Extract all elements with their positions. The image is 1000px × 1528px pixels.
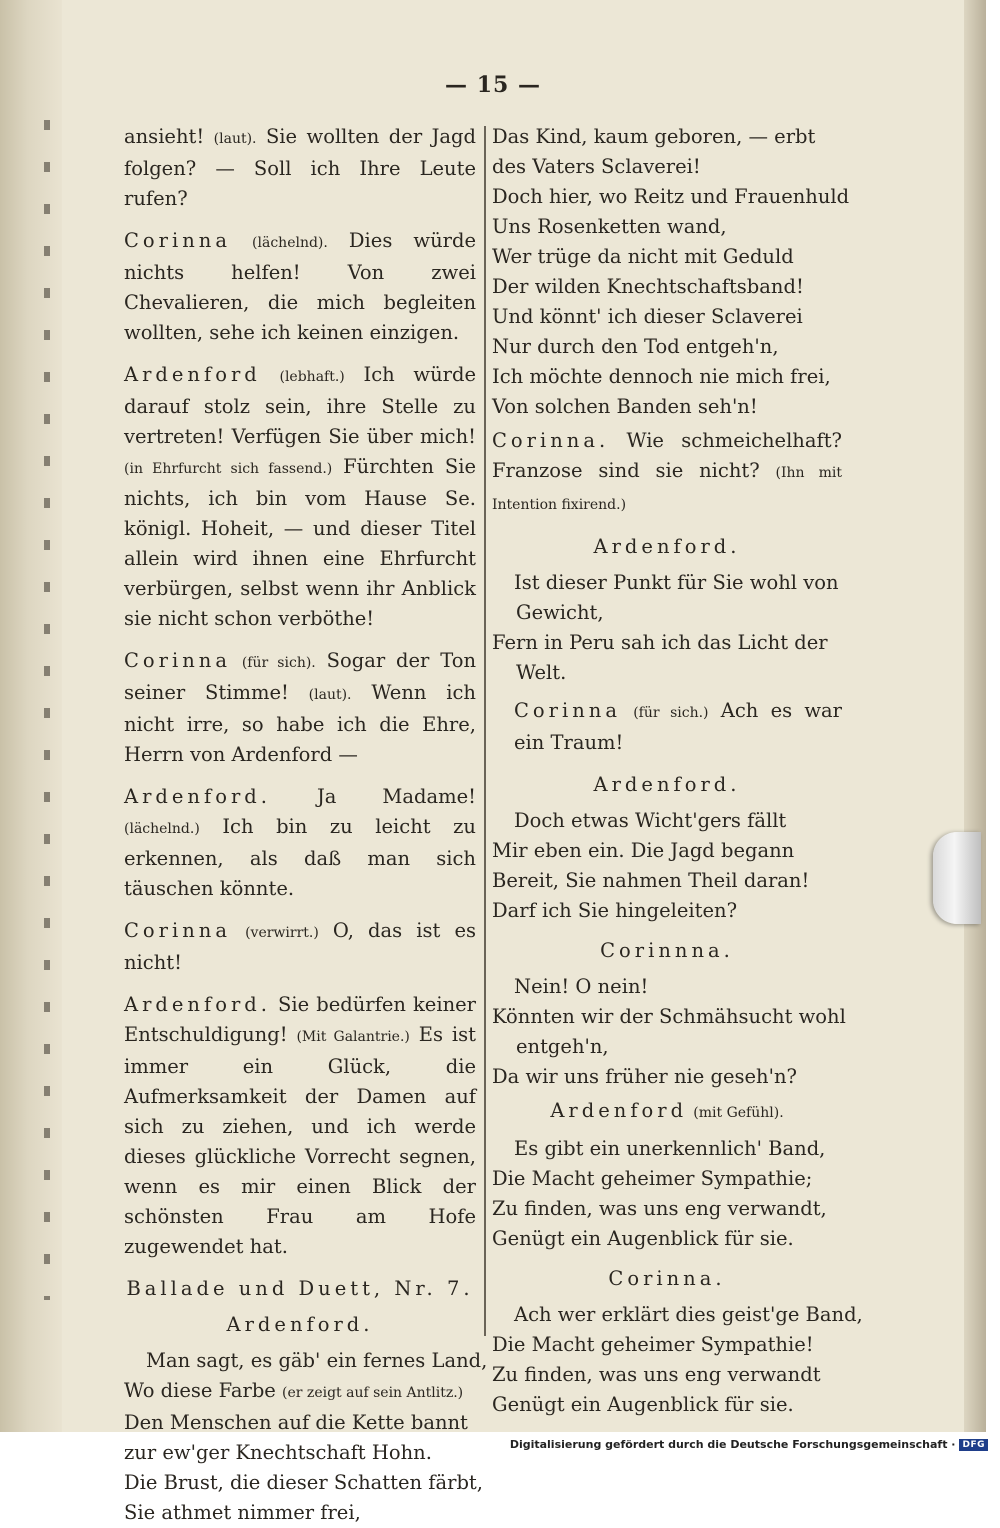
- dialogue-text: Von solchen Banden seh'n!: [492, 395, 758, 418]
- dialogue-text: Ach es war ein Traum!: [514, 699, 843, 754]
- dialogue-paragraph: [124, 916, 476, 978]
- dialogue-text: Welt.: [516, 661, 567, 684]
- dialogue-paragraph: [124, 226, 476, 348]
- dialogue-text: Nur durch den Tod entgeh'n,: [492, 335, 779, 358]
- verse-line: [492, 392, 842, 422]
- dialogue-text: ansieht!: [124, 125, 214, 148]
- dialogue-text: O, das ist es nicht!: [124, 919, 476, 974]
- dialogue-text: Die Macht geheimer Sympathie!: [492, 1333, 814, 1356]
- verse-line: [492, 1224, 842, 1254]
- dialogue-text: Da wir uns früher nie geseh'n?: [492, 1065, 797, 1088]
- dialogue-text: [231, 229, 252, 252]
- speaker-heading: Corinna.: [608, 1267, 726, 1290]
- verse-line: [124, 1408, 476, 1438]
- verse-line: [492, 182, 850, 212]
- dialogue-text: Die Brust, die dieser Schatten färbt,: [124, 1471, 483, 1494]
- dialogue-text: Der wilden Knechtschaftsband!: [492, 275, 804, 298]
- verse-line: [124, 1376, 476, 1408]
- dialogue-text: Zu finden, was uns eng verwandt: [492, 1363, 821, 1386]
- dialogue-text: [261, 363, 280, 386]
- verse-line: [492, 272, 842, 302]
- dialogue-text: Doch hier, wo Reitz und Frauenhuld: [492, 185, 850, 208]
- dialogue-text: Sie athmet nimmer frei,: [124, 1501, 361, 1524]
- dialogue-text: Wer trüge da nicht mit Geduld: [492, 245, 794, 268]
- dialogue-text: [231, 919, 245, 942]
- speaker-heading: Ardenford.: [593, 535, 741, 558]
- dialogue-text: Ich würde darauf stolz sein, ihre Stelle zu vertreten! Verfügen Sie über mich!: [124, 363, 476, 448]
- verse-line: [492, 598, 842, 628]
- dialogue-text: [621, 699, 633, 722]
- left-column: [124, 122, 488, 1528]
- speaker-name: Ardenford: [124, 363, 261, 386]
- verse-line: [492, 806, 842, 836]
- dialogue-text: Gewicht,: [516, 601, 604, 624]
- speaker-heading: Ardenford.: [226, 1313, 374, 1336]
- column-divider: [484, 126, 486, 1336]
- speaker-name: Ardenford.: [124, 785, 271, 808]
- stage-direction: (lächelnd).: [252, 235, 328, 251]
- page-number: — 15 —: [445, 72, 541, 98]
- verse-line: [492, 658, 842, 688]
- verse-line: [492, 1164, 842, 1194]
- verse-line: [492, 302, 842, 332]
- speech-block: [492, 568, 842, 688]
- section-heading: Ballade und Duett, Nr. 7.: [126, 1277, 474, 1300]
- dialogue-text: Fern in Peru sah ich das Licht der: [492, 631, 828, 654]
- dialogue-text: Zu finden, was uns eng verwandt,: [492, 1197, 827, 1220]
- dialogue-text: Sogar der Ton seiner Stimme!: [124, 649, 477, 704]
- verse-line: [492, 332, 842, 362]
- dialogue-text: Genügt ein Augenblick für sie.: [492, 1393, 794, 1416]
- dialogue-text: des Vaters Sclaverei!: [492, 155, 701, 178]
- verse-line: [492, 152, 842, 182]
- dialogue-text: Sie bedürfen keiner Entschuldigung!: [124, 993, 476, 1046]
- dialogue-text: zur ew'ger Knechtschaft Hohn.: [124, 1441, 432, 1464]
- speech-block: [492, 1134, 842, 1254]
- verse-line: [492, 1062, 842, 1092]
- speaker-name: Corinna.: [492, 429, 610, 452]
- stage-direction: (lebhaft.): [279, 369, 345, 385]
- dialogue-paragraph: [124, 990, 476, 1262]
- speaker-name: Ardenford.: [124, 993, 271, 1016]
- dialogue-paragraph: [124, 360, 476, 634]
- speech-block: [492, 806, 842, 926]
- speaker-heading: Ardenford (mit Gefühl).: [550, 1099, 784, 1122]
- verse-line: [492, 972, 842, 1002]
- speech-block: [492, 972, 846, 1092]
- verse-line: [492, 628, 842, 658]
- verse-line: [492, 1360, 842, 1390]
- speaker-name: Corinna: [514, 699, 621, 722]
- stage-direction: (Mit Galantrie.): [296, 1029, 410, 1045]
- dialogue-text: Bereit, Sie nahmen Theil daran!: [492, 869, 810, 892]
- right-column: [492, 122, 863, 1420]
- binding-stitches: [44, 120, 50, 1300]
- viewer-page-tab[interactable]: [933, 832, 981, 924]
- dialogue-text: Doch etwas Wicht'gers fällt: [514, 809, 787, 832]
- verse-line: [492, 212, 842, 242]
- dialogue-text: Ja Madame!: [270, 785, 476, 808]
- dialogue-text: Ach wer erklärt dies geist'ge Band,: [514, 1303, 863, 1326]
- dialogue-text: [231, 649, 242, 672]
- verse-line: [492, 1330, 842, 1360]
- stage-direction: (lächelnd.): [124, 821, 200, 837]
- dialogue-text: Nein! O nein!: [514, 975, 649, 998]
- dialogue-text: Ich möchte dennoch nie mich frei,: [492, 365, 831, 388]
- dialogue-paragraph: [492, 696, 842, 758]
- stage-direction: (in Ehrfurcht sich fassend.): [124, 461, 333, 477]
- verse-line: [492, 1194, 842, 1224]
- stage-direction: (laut).: [213, 131, 257, 147]
- dialogue-text: Ist dieser Punkt für Sie wohl von: [514, 571, 839, 594]
- verse-line: [492, 1134, 842, 1164]
- dialogue-text: Den Menschen auf die Kette bannt: [124, 1411, 468, 1434]
- stage-direction: (verwirrt.): [245, 925, 319, 941]
- speaker-name: Corinna: [124, 919, 231, 942]
- dialogue-text: Fürchten Sie nichts, ich bin vom Hause Se. königl. Hoheit, — und dieser Titel allein wird ihnen eine Ehrfurcht verbürgen, selbst wenn ihr Anblick sie nicht schon verböthe!: [124, 455, 476, 630]
- verse-line: [492, 122, 842, 152]
- dialogue-text: Die Macht geheimer Sympathie;: [492, 1167, 813, 1190]
- speaker-heading: Corinnna.: [600, 939, 734, 962]
- verse-line: [492, 242, 842, 272]
- stage-direction: (für sich.): [633, 705, 709, 721]
- footer-credit: [510, 1438, 988, 1451]
- speaker-name: Corinna: [124, 229, 231, 252]
- dialogue-text: Darf ich Sie hingeleiten?: [492, 899, 738, 922]
- verse-line: [124, 1346, 488, 1376]
- verse-line: [124, 1438, 476, 1468]
- dialogue-text: Wo diese Farbe: [124, 1379, 283, 1402]
- verse-line: [492, 866, 842, 896]
- dialogue-text: Sie wollten der Jagd folgen? — Soll ich Ihre Leute rufen?: [124, 125, 476, 210]
- dialogue-text: Das Kind, kaum geboren, — erbt: [492, 125, 816, 148]
- verse-line: [124, 1468, 483, 1498]
- verse-line: [492, 1032, 842, 1062]
- verse-line: [492, 1002, 846, 1032]
- page-edge: [964, 0, 986, 1432]
- dialogue-text: Wie schmeichelhaft? Franzose sind sie nicht?: [492, 429, 842, 482]
- stage-direction: (Ihn mit Intention fixirend.): [492, 465, 842, 513]
- dialogue-text: Und könnt' ich dieser Sclaverei: [492, 305, 803, 328]
- speaker-heading: Ardenford.: [593, 773, 741, 796]
- dialogue-text: Mir eben ein. Die Jagd begann: [492, 839, 795, 862]
- dialogue-text: Genügt ein Augenblick für sie.: [492, 1227, 794, 1250]
- binding-gutter: [0, 0, 62, 1432]
- verse-line: [492, 1300, 863, 1330]
- footer-text: Digitalisierung gefördert durch die Deutsche Forschungsgemeinschaft ·: [509, 1438, 956, 1451]
- verse-line: [492, 362, 842, 392]
- dialogue-text: Wenn ich nicht irre, so habe ich die Ehre, Herrn von Ardenford —: [124, 681, 476, 766]
- dialogue-paragraph: [124, 646, 476, 770]
- speech-block: [492, 1300, 863, 1420]
- verse-line: [492, 896, 842, 926]
- speaker-name: Corinna: [124, 649, 231, 672]
- stage-direction: (für sich).: [241, 655, 316, 671]
- verse-line: [124, 1498, 476, 1528]
- dialogue-text: Uns Rosenketten wand,: [492, 215, 727, 238]
- verse-line: [492, 836, 842, 866]
- dialogue-paragraph: [124, 782, 476, 904]
- left-paragraphs: [124, 122, 476, 1262]
- dialogue-text: Könnten wir der Schmähsucht wohl: [492, 1005, 846, 1028]
- verse-line: [492, 568, 842, 598]
- dialogue-text: Es ist immer ein Glück, die Aufmerksamkeit der Damen auf sich zu ziehen, und ich werde dieses glückliche Vorrecht segnen, wenn es mir einen Blick der schönsten Frau am Hofe zugewendet hat.: [124, 1023, 476, 1258]
- left-verse: [124, 1346, 488, 1528]
- stage-direction: (er zeigt auf sein Antlitz.): [282, 1385, 464, 1401]
- stage-direction: (laut).: [308, 687, 352, 703]
- dfg-logo: DFG: [959, 1439, 988, 1451]
- dialogue-text: entgeh'n,: [516, 1035, 609, 1058]
- dialogue-text: Man sagt, es gäb' ein fernes Land,: [146, 1349, 488, 1372]
- dialogue-text: Ich bin zu leicht zu erkennen, als daß man sich täuschen könnte.: [124, 815, 476, 900]
- verse-line: [492, 1390, 842, 1420]
- dialogue-text: Dies würde nichts helfen! Von zwei Chevalieren, die mich begleiten wollten, sehe ich keinen einzigen.: [124, 229, 476, 344]
- verse-block: [492, 122, 850, 422]
- dialogue-paragraph: [492, 426, 842, 520]
- dialogue-paragraph: [124, 122, 476, 214]
- dialogue-text: Es gibt ein unerkennlich' Band,: [514, 1137, 826, 1160]
